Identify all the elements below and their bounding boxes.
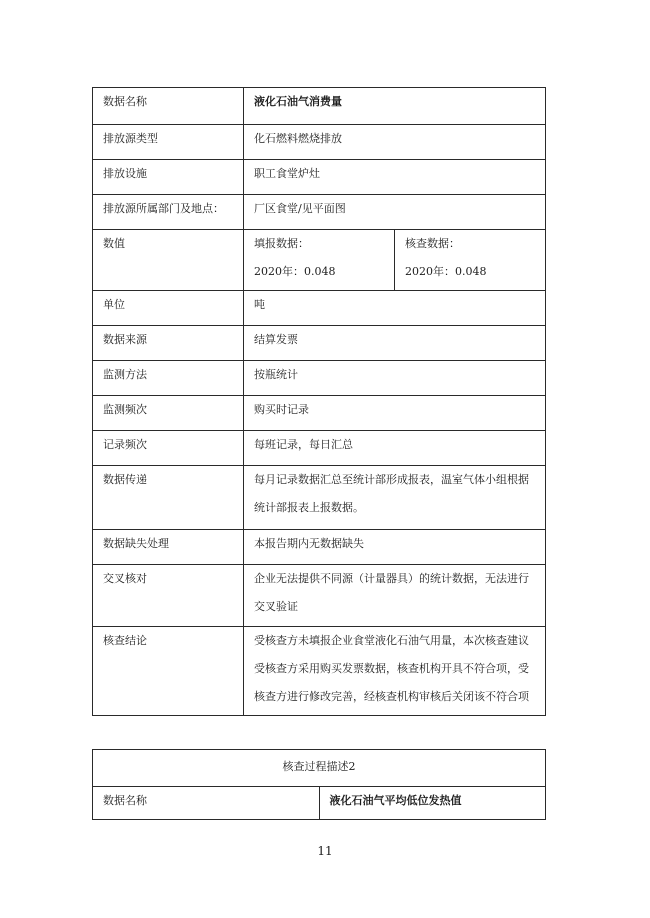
table-row [93,88,546,125]
row-value: 吨 [244,291,546,326]
fill-data-label: 填报数据： [254,237,309,250]
fill-data-value: 2020年：0.048 [254,265,336,278]
row-key: 监测频次 [93,396,244,431]
row-value: 受核查方未填报企业食堂液化石油气用量，本次核查建议受核查方采用购买发票数据，核查机构开具不符合项，受核查方进行修改完善，经核查机构审核后关闭该不符合项 [244,627,546,716]
check-data-value: 2020年：0.048 [405,265,487,278]
table-row [93,291,546,326]
row-value: 按瓶统计 [244,361,546,396]
row-key: 单位 [93,291,244,326]
row-value: 化石燃料燃烧排放 [244,125,546,160]
row-key: 排放源所属部门及地点： [93,195,244,230]
table-row [93,431,546,466]
row-key: 交叉核对 [93,565,244,627]
check-data-label: 核查数据： [405,237,460,250]
table-row [93,125,546,160]
verification-table-1 [92,87,546,716]
row-key: 监测方法 [93,361,244,396]
table-row [93,195,546,230]
table-row [93,530,546,565]
value-split-cell [244,230,546,291]
fill-data-block [244,230,395,290]
table-row [93,787,546,820]
table-row [93,396,546,431]
row-value: 本报告期内无数据缺失 [244,530,546,565]
row-key: 数据名称 [93,787,320,820]
row-value: 职工食堂炉灶 [244,160,546,195]
page-number: 11 [317,844,333,858]
row-key: 核查结论 [93,627,244,716]
row-value: 液化石油气消费量 [244,88,546,125]
table-row [93,361,546,396]
row-key: 数据传递 [93,466,244,530]
row-value: 液化石油气平均低位发热值 [319,787,546,820]
table-row [93,627,546,716]
row-value: 每月记录数据汇总至统计部形成报表，温室气体小组根据统计部报表上报数据。 [244,466,546,530]
table-row [93,466,546,530]
table-row [93,565,546,627]
row-value: 企业无法提供不同源（计量器具）的统计数据，无法进行交叉验证 [244,565,546,627]
row-value: 结算发票 [244,326,546,361]
row-key: 排放源类型 [93,125,244,160]
row-key: 排放设施 [93,160,244,195]
table-header-row [93,750,546,787]
row-value: 购买时记录 [244,396,546,431]
row-key: 数据缺失处理 [93,530,244,565]
check-data-block [395,230,545,290]
row-value: 厂区食堂/见平面图 [244,195,546,230]
row-key: 数据来源 [93,326,244,361]
table-header: 核查过程描述2 [93,750,546,787]
table-row [93,160,546,195]
row-value: 每班记录，每日汇总 [244,431,546,466]
verification-table-2 [92,749,546,820]
table-row [93,326,546,361]
table-row-value [93,230,546,291]
row-key: 数值 [93,230,244,291]
row-key: 数据名称 [93,88,244,125]
row-key: 记录频次 [93,431,244,466]
